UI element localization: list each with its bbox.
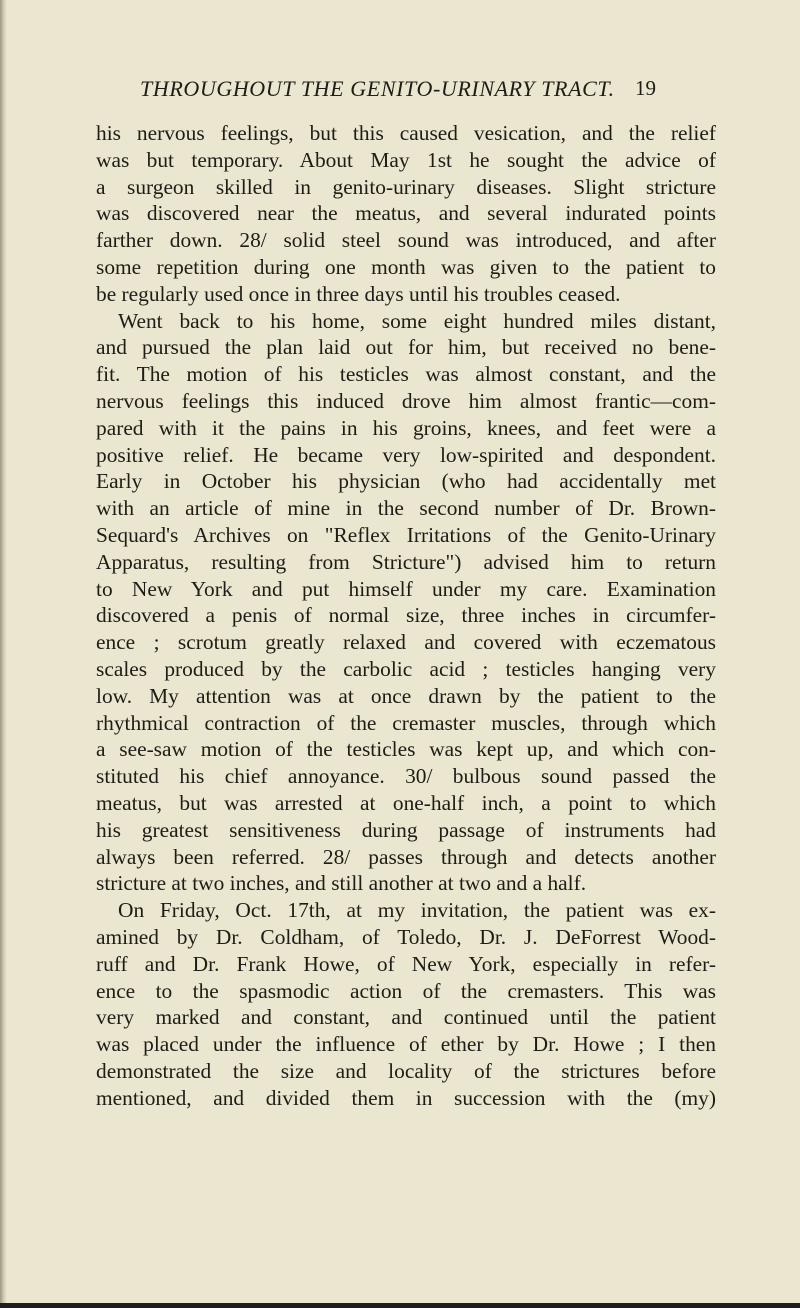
text-line: his greatest sensitiveness during passage of instruments had (96, 817, 716, 842)
text-line: be regularly used once in three days until his troubles ceased. (96, 281, 621, 306)
text-line: demonstrated the size and locality of the strictures before (96, 1058, 716, 1083)
text-line: ence to the spasmodic action of the cremasters. This was (96, 978, 716, 1003)
text-line: positive relief. He became very low-spirited and despondent. (96, 442, 716, 467)
text-line: was but temporary. About May 1st he sought the advice of (96, 147, 716, 172)
text-line: was placed under the influence of ether by Dr. Howe ; I then (96, 1032, 716, 1057)
text-line: stituted his chief annoyance. 30/ bulbous sound passed the (96, 764, 716, 789)
text-line: and pursued the plan laid out for him, but received no bene- (96, 335, 716, 360)
text-line: to New York and put himself under my care. Examination (96, 576, 716, 601)
page-edge-shadow (0, 0, 7, 1308)
text-line: was discovered near the meatus, and several indurated points (96, 201, 716, 226)
text-line: very marked and constant, and continued until the patient (96, 1005, 716, 1030)
bottom-border (0, 1303, 800, 1308)
text-line: On Friday, Oct. 17th, at my invitation, the patient was ex- (118, 898, 716, 923)
text-line: a surgeon skilled in genito-urinary diseases. Slight stricture (96, 174, 716, 199)
text-line: scales produced by the carbolic acid ; testicles hanging very (96, 656, 716, 681)
text-line: a see-saw motion of the testicles was kept up, and which con- (96, 737, 716, 762)
text-line: ence ; scrotum greatly relaxed and covered with eczematous (96, 630, 716, 655)
text-line: some repetition during one month was given to the patient to (96, 254, 716, 279)
body-text (96, 120, 716, 1111)
text-line: stricture at two inches, and still another at two and a half. (96, 871, 587, 896)
text-line: amined by Dr. Coldham, of Toledo, Dr. J. DeForrest Wood- (96, 924, 716, 949)
text-line: with an article of mine in the second number of Dr. Brown- (96, 496, 716, 521)
text-line: Early in October his physician (who had accidentally met (96, 469, 716, 494)
text-line: Apparatus, resulting from Stricture") advised him to return (96, 549, 716, 574)
text-line: Sequard's Archives on "Reflex Irritations of the Genito-Urinary (96, 522, 716, 547)
text-line: discovered a penis of normal size, three inches in circumfer- (96, 603, 716, 628)
text-line: rhythmical contraction of the cremaster muscles, through which (96, 710, 716, 735)
text-line: nervous feelings this induced drove him almost frantic—com- (96, 388, 716, 413)
text-line: pared with it the pains in his groins, knees, and feet were a (96, 415, 716, 440)
text-line: his nervous feelings, but this caused vesication, and the relief (96, 121, 716, 145)
page-number: 19 (635, 76, 656, 100)
text-line: low. My attention was at once drawn by the patient to the (96, 683, 716, 708)
text-line: ruff and Dr. Frank Howe, of New York, especially in refer- (96, 951, 716, 976)
running-title: THROUGHOUT THE GENITO-URINARY TRACT. (140, 76, 615, 101)
text-line: Went back to his home, some eight hundred miles distant, (118, 308, 716, 333)
text-line: mentioned, and divided them in succession with the (my) (96, 1085, 716, 1110)
text-line: fit. The motion of his testicles was almost constant, and the (96, 362, 716, 387)
text-line: meatus, but was arrested at one-half inch, a point to which (96, 790, 716, 815)
text-line: farther down. 28/ solid steel sound was introduced, and after (96, 228, 716, 253)
text-line: always been referred. 28/ passes through and detects another (96, 844, 716, 869)
page-header (140, 76, 656, 116)
